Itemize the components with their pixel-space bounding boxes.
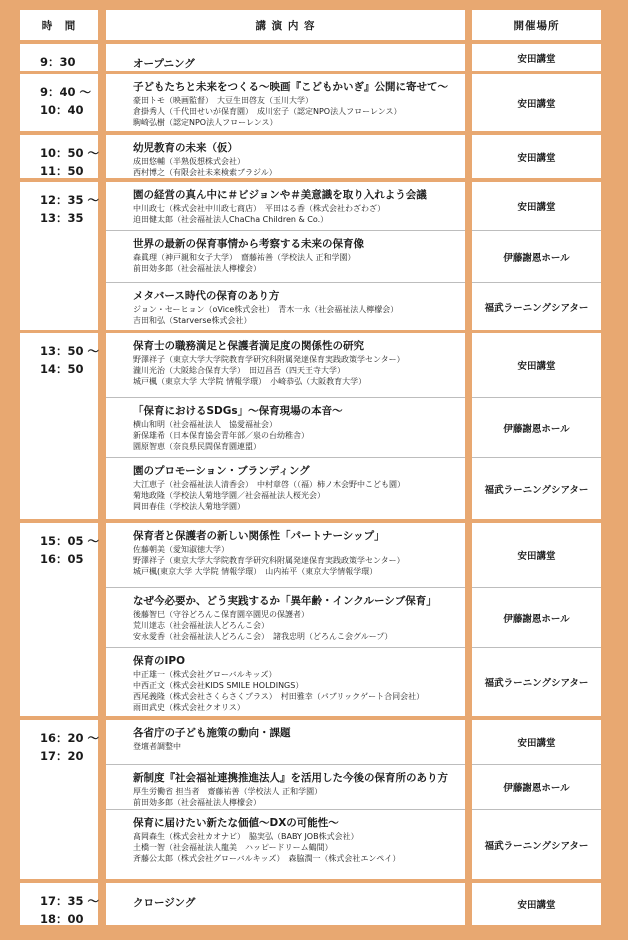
venue-label: 伊藤謝恩ホール bbox=[472, 230, 601, 282]
session-item bbox=[106, 230, 465, 282]
speaker-line: 成田悠輔（半熟仮想株式会社） bbox=[133, 157, 245, 166]
talk-block bbox=[106, 883, 465, 925]
talk-block bbox=[106, 74, 465, 131]
session-title: 保育者と保護者の新しい関係性「パートナーシップ」 bbox=[133, 530, 385, 542]
speaker-line: 中西正文（株式会社KIDS SMILE HOLDINGS） bbox=[133, 681, 304, 690]
venue-label: 福武ラーニングシアター bbox=[472, 647, 601, 716]
speaker-line: 新保雄希（日本保育協会青年部／泉の台幼稚舎） bbox=[133, 431, 309, 440]
speaker-line: 瀧川光治（大阪総合保育大学） 田辺昌吾（四天王寺大学） bbox=[133, 366, 345, 375]
session-item bbox=[106, 74, 465, 131]
session-item bbox=[106, 182, 465, 230]
session-item bbox=[106, 135, 465, 178]
time-slot: 9：30 bbox=[40, 55, 76, 69]
time-slot: 10：50 ～ 11：50 bbox=[40, 146, 100, 178]
talk-block bbox=[106, 135, 465, 178]
session-item bbox=[106, 587, 465, 647]
time-cell bbox=[20, 333, 98, 519]
speaker-line: 吉田和弘（Starverse株式会社） bbox=[133, 316, 252, 325]
session-title: なぜ今必要か、どう実践するか「異年齢・インクルーシブ保育」 bbox=[133, 595, 437, 607]
time-cell bbox=[20, 182, 98, 330]
speaker-line: 後藤智巳（守谷どろんこ保育園卒園児の保護者） bbox=[133, 610, 309, 619]
session-item bbox=[106, 282, 465, 330]
speaker-line: 西村博之（有限会社未来検索ブラジル） bbox=[133, 168, 277, 177]
session-title: 「保育におけるSDGs」～保育現場の本音～ bbox=[133, 405, 343, 417]
session-item bbox=[106, 764, 465, 809]
session-item bbox=[106, 523, 465, 587]
time-slot: 16：20 ～ 17：20 bbox=[40, 731, 100, 763]
talk-block bbox=[106, 182, 465, 330]
time-cell bbox=[20, 523, 98, 716]
header-time: 時 間 bbox=[20, 10, 98, 40]
time-cell bbox=[20, 74, 98, 131]
session-item bbox=[106, 647, 465, 716]
venue-block bbox=[472, 44, 601, 71]
venue-label: 安田講堂 bbox=[517, 98, 556, 110]
speaker-line: 城戸楓（東京大学 大学院 情報学環） 小崎恭弘（大阪教育大学） bbox=[133, 377, 367, 386]
talk-block bbox=[106, 44, 465, 71]
venue-label: 伊藤謝恩ホール bbox=[472, 587, 601, 647]
venue-label: 福武ラーニングシアター bbox=[472, 457, 601, 519]
header-venue: 開催場所 bbox=[472, 10, 601, 40]
venue-label: 安田講堂 bbox=[517, 53, 556, 65]
venue-block bbox=[472, 720, 601, 879]
venue-block bbox=[472, 523, 601, 716]
venue-block bbox=[472, 182, 601, 330]
time-cell bbox=[20, 135, 98, 178]
talk-block bbox=[106, 333, 465, 519]
speaker-line: 倉掛秀人（千代田せいが保育園） 成川宏子（認定NPO法人フローレンス） bbox=[133, 107, 402, 116]
session-title: 新制度『社会福祉連携推進法人』を活用した今後の保育所のあり方 bbox=[133, 772, 448, 784]
venue-label: 安田講堂 bbox=[517, 551, 556, 562]
speaker-line: 前田効多郎（社会福祉法人檸檬会） bbox=[133, 798, 261, 807]
venue-block bbox=[472, 883, 601, 925]
speaker-line: 安永愛香（社会福祉法人どろんこ会） 諸我忠明（どろんこ会グループ） bbox=[133, 632, 393, 641]
session-title: 園のプロモーション・ブランディング bbox=[133, 465, 310, 477]
speaker-line: 厚生労働省 担当者 齋藤祐善（学校法人 正和学園） bbox=[133, 787, 323, 796]
session-title: 保育のIPO bbox=[133, 655, 186, 667]
session-title: 各省庁の子ども施策の動向・課題 bbox=[133, 727, 291, 739]
speaker-line: 西尾義隆（株式会社さくらさくプラス） 村田雅幸（パブリックゲート合同会社） bbox=[133, 692, 425, 701]
time-slot: 12：35 ～ 13：35 bbox=[40, 193, 100, 225]
session-item bbox=[106, 809, 465, 879]
speaker-line: 中正雄一（株式会社グローバルキッズ） bbox=[133, 670, 277, 679]
speaker-line: 荒川達志（社会福祉法人どろんこ会） bbox=[133, 621, 269, 630]
time-cell bbox=[20, 883, 98, 925]
venue-label: 伊藤謝恩ホール bbox=[472, 397, 601, 457]
speaker-line: 野澤祥子（東京大学大学院教育学研究科附属発達保育実践政策学センター） bbox=[133, 355, 405, 364]
venue-label: 安田講堂 bbox=[517, 152, 556, 164]
speaker-line: 園原智恵（奈良県民間保育園連盟） bbox=[133, 442, 261, 451]
time-cell bbox=[20, 720, 98, 879]
session-title: 保育に届けたい新たな価値～DXの可能性～ bbox=[133, 817, 339, 829]
header-talk: 講 演 内 容 bbox=[106, 10, 465, 40]
time-slot: 9：40 ～ 10：40 bbox=[40, 85, 92, 117]
session-item bbox=[106, 457, 465, 519]
venue-label: 福武ラーニングシアター bbox=[472, 809, 601, 879]
speaker-line: 駒崎弘樹（認定NPO法人フローレンス） bbox=[133, 118, 278, 127]
talk-block bbox=[106, 523, 465, 716]
speaker-line: 迫田健太郎（社会福祉法人ChaCha Children & Co.） bbox=[133, 215, 329, 224]
session-title: 子どもたちと未来をつくる～映画『こどもかいぎ』公開に寄せて～ bbox=[133, 81, 448, 93]
venue-label: 安田講堂 bbox=[517, 361, 556, 372]
speaker-line: 土橋一智（社会福祉法人龍美 ハッピードリーム鶴間） bbox=[133, 843, 333, 852]
time-slot: 15：05 ～ 16：05 bbox=[40, 534, 100, 566]
session-title: 保育士の職務満足と保護者満足度の関係性の研究 bbox=[133, 340, 364, 352]
session-item bbox=[106, 44, 465, 71]
speaker-line: 佐藤朝美（愛知淑徳大学） bbox=[133, 545, 229, 554]
speaker-line: 雨田武史（株式会社クオリス） bbox=[133, 703, 245, 712]
speaker-line: 城戸楓(東京大学 大学院 情報学環） 山内祐平（東京大学情報学環） bbox=[133, 567, 378, 576]
venue-block bbox=[472, 74, 601, 131]
session-item bbox=[106, 883, 465, 925]
session-title: 世界の最新の保育事情から考察する未来の保育像 bbox=[133, 238, 364, 250]
speaker-line: 大江恵子（社会福祉法人清香会） 中村章啓（（福）柿ノ木会野中こども園） bbox=[133, 480, 405, 489]
time-slot: 17：35 ～ 18：00 bbox=[40, 894, 100, 926]
session-item bbox=[106, 720, 465, 764]
speaker-line: 登壇者調整中 bbox=[133, 742, 181, 751]
session-item bbox=[106, 333, 465, 397]
session-title: 幼児教育の未来（仮） bbox=[133, 142, 238, 154]
session-title: 園の経営の真ん中に＃ビジョンや＃美意識を取り入れよう会議 bbox=[133, 189, 427, 201]
session-item bbox=[106, 397, 465, 457]
speaker-line: 森眞理（神戸親和女子大学） 齋藤祐善（学校法人 正和学園） bbox=[133, 253, 356, 262]
speaker-line: 中川政七（株式会社中川政七商店） 平田はる香（株式会社わざわざ） bbox=[133, 204, 386, 213]
speaker-line: 髙岡森生（株式会社カオナビ） 脇実弘（BABY JOB株式会社） bbox=[133, 832, 359, 841]
venue-label: 伊藤謝恩ホール bbox=[472, 764, 601, 809]
venue-block bbox=[472, 135, 601, 178]
venue-label: 安田講堂 bbox=[517, 202, 556, 213]
speaker-line: 豪田トモ（映画監督） 大豆生田啓友（玉川大学） bbox=[133, 96, 313, 105]
time-cell bbox=[20, 44, 98, 71]
session-title: メタバース時代の保育のあり方 bbox=[133, 290, 280, 302]
speaker-line: 野澤祥子（東京大学大学院教育学研究科附属発達保育実践政策学センター） bbox=[133, 556, 405, 565]
speaker-line: 横山和明（社会福祉法人 協愛福祉会） bbox=[133, 420, 277, 429]
speaker-line: ジョン・セーヒョン（oVice株式会社） 青木一永（社会福祉法人檸檬会） bbox=[133, 305, 399, 314]
venue-label: 福武ラーニングシアター bbox=[472, 282, 601, 330]
venue-label: 安田講堂 bbox=[517, 738, 556, 749]
speaker-line: 菊地政隆（学校法人菊地学園／社会福祉法人桜光会） bbox=[133, 491, 325, 500]
venue-label: 安田講堂 bbox=[517, 900, 556, 911]
speaker-line: 岡田春佳（学校法人菊地学園） bbox=[133, 502, 245, 511]
speaker-line: 斉藤公太郎（株式会社グローバルキッズ） 森脇潤一（株式会社エンペイ） bbox=[133, 854, 401, 863]
venue-block bbox=[472, 333, 601, 519]
talk-block bbox=[106, 720, 465, 879]
speaker-line: 前田効多郎（社会福祉法人檸檬会） bbox=[133, 264, 261, 273]
time-slot: 13：50 ～ 14：50 bbox=[40, 344, 100, 376]
session-title: オープニング bbox=[133, 58, 195, 70]
session-title: クロージング bbox=[133, 897, 196, 909]
